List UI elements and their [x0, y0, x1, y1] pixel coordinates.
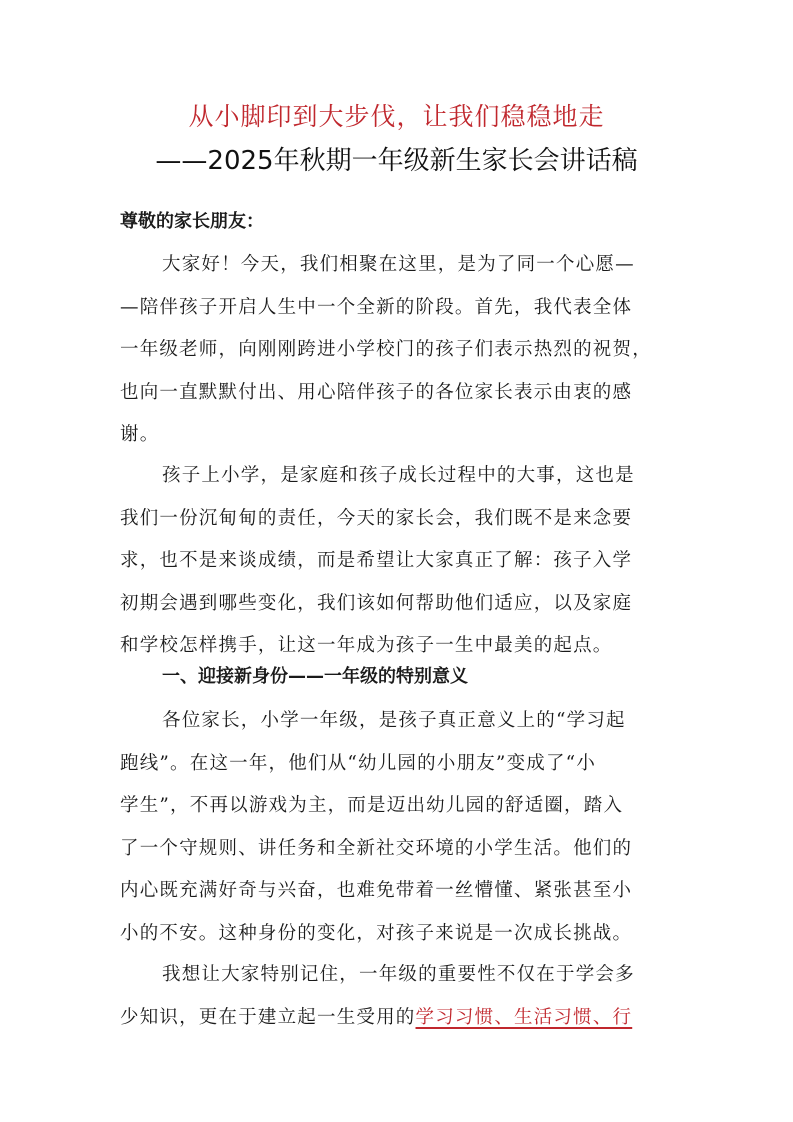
- paragraph-line: 内心既充满好奇与兴奋，也难免带着一丝懵懂、紧张甚至小: [120, 880, 633, 901]
- paragraph-line: 求，也不是来谈成绩，而是希望让大家真正了解：孩子入学: [120, 550, 633, 571]
- paragraph-line: 各位家长，小学一年级，是孩子真正意义上的“学习起: [162, 710, 626, 731]
- paragraph-line: 一年级老师，向刚刚跨进小学校门的孩子们表示热烈的祝贺，: [120, 339, 652, 360]
- document-subtitle: ——2025年秋期一年级新生家长会讲话稿: [155, 146, 638, 176]
- paragraph-line: 谢。: [120, 424, 160, 445]
- paragraph-3: [120, 700, 675, 955]
- paragraph-line: 我想让大家特别记住，一年级的重要性不仅在于学会多: [162, 964, 635, 985]
- paragraph-line: 学生”，不再以游戏为主，而是迈出幼儿园的舒适圈，踏入: [120, 795, 624, 816]
- greeting: 尊敬的家长朋友：: [120, 211, 264, 232]
- paragraph-line: 和学校怎样携手，让这一年成为孩子一生中最美的起点。: [120, 635, 613, 656]
- paragraph-line: 孩子上小学，是家庭和孩子成长过程中的大事，这也是: [162, 465, 635, 486]
- paragraph-line: 大家好！今天，我们相聚在这里，是为了同一个心愿—: [162, 254, 635, 275]
- paragraph-line: 小的不安。这种身份的变化，对孩子来说是一次成长挑战。: [120, 922, 633, 944]
- paragraph-line: —陪伴孩子开启人生中一个全新的阶段。首先，我代表全体: [120, 296, 633, 318]
- paragraph-line: 初期会遇到哪些变化，我们该如何帮助他们适应，以及家庭: [120, 592, 633, 614]
- paragraph-line: 也向一直默默付出、用心陪伴孩子的各位家长表示由衷的感: [120, 381, 633, 403]
- paragraph-text: 少知识，更在于建立起一生受用的: [120, 1006, 416, 1028]
- paragraph-line: 跑线”。在这一年，他们从“幼儿园的小朋友”变成了“小: [120, 752, 597, 774]
- paragraph-line-last: [120, 997, 675, 1040]
- document-title: 从小脚印到大步伐，让我们稳稳地走: [188, 102, 605, 131]
- paragraph-4: [120, 954, 675, 1039]
- paragraph-2: [120, 455, 675, 668]
- paragraph-line: 了一个守规则、讲任务和全新社交环境的小学生活。他们的: [120, 837, 633, 859]
- section-heading-1: 一、迎接新身份——一年级的特别意义: [162, 666, 468, 687]
- paragraph-1: [120, 244, 675, 457]
- highlighted-phrase: 学习习惯、生活习惯、行: [415, 1006, 633, 1028]
- paragraph-line: 我们一份沉甸甸的责任，今天的家长会，我们既不是来念要: [120, 507, 633, 529]
